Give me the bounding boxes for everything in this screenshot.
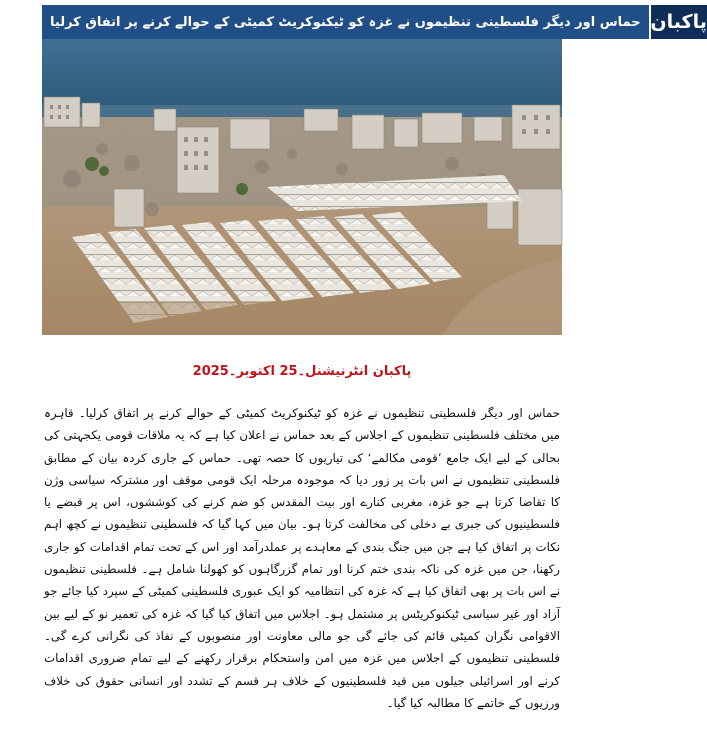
dateline: پاکبان انٹرنیشنل۔25 اکتوبر۔2025 <box>192 364 412 379</box>
gaza-tents-photo <box>42 39 562 335</box>
brand-logo: پاکبان <box>649 5 707 39</box>
headline-banner <box>42 5 707 39</box>
news-photo <box>42 39 562 335</box>
headline-text: حماس اور دیگر فلسطینی تنظیموں نے غزہ کو ٹیکنوکریٹ کمیٹی کے حوالے کرنے پر اتفاق کرلیا <box>42 5 649 39</box>
article-body: حماس اور دیگر فلسطینی تنظیموں نے غزہ کو ٹیکنوکریٹ کمیٹی کے حوالے کرنے پر اتفاق کرلیا۔ قاہرہ میں مختلف فلسطینی تنظیموں کے اجلاس کے بعد حماس نے اعلان کیا ہے کہ یہ ملاقات قومی یکجہتی کی بحالی کے لیے ایک جامع ’قومی مکالمے‘ کی تیاریوں کا حصہ تھی۔ حماس کے جاری کردہ بیان کے مطابق فلسطینی تنظیموں نے اس بات پر زور دیا کہ موجودہ مرحلہ ایک قومی موقف اور مشترکہ سیاسی وژن کا تقاضا کرتا ہے جو غزہ، مغربی کنارے اور بیت المقدس کو ضم کرنے کی کوششوں، اس پر قبضے یا فلسطینیوں کی جبری بے دخلی کی مخالفت کرتا ہو۔ بیان میں کہا گیا کہ فلسطینی تنظیموں نے کچھ اہم نکات پر اتفاق کیا ہے جن میں جنگ بندی کے معاہدے پر عملدرآمد اور اس کے تحت تمام اقدامات کو جاری رکھنا، جن میں غزہ کی ناکہ بندی ختم کرنا اور تمام گزرگاہوں کو کھولنا شامل ہے۔ فلسطینی تنظیموں نے اس بات پر بھی اتفاق کیا ہے کہ غزہ کی انتظامیہ کو ایک عبوری فلسطینی کمیٹی کے سپرد کیا جائے جو آزاد اور غیر سیاسی ٹیکنوکریٹس پر مشتمل ہو۔ اجلاس میں اتفاق کیا گیا کہ غزہ کی تعمیر نو کے لیے بین الاقوامی نگران کمیٹی قائم کی جائے گی جو مالی معاونت اور منصوبوں کے نفاذ کی نگرانی کرے گی۔ فلسطینی تنظیموں کے اجلاس میں غزہ میں امن واستحکام برقرار رکھنے کے لیے تمام ضروری اقدامات کرنے اور اسرائیلی جیلوں میں قید فلسطینیوں کے خلاف ہر قسم کے تشدد اور انسانی حقوق کی خلاف ورزیوں کے خاتمے کا مطالبہ کیا گیا۔ <box>44 406 560 710</box>
